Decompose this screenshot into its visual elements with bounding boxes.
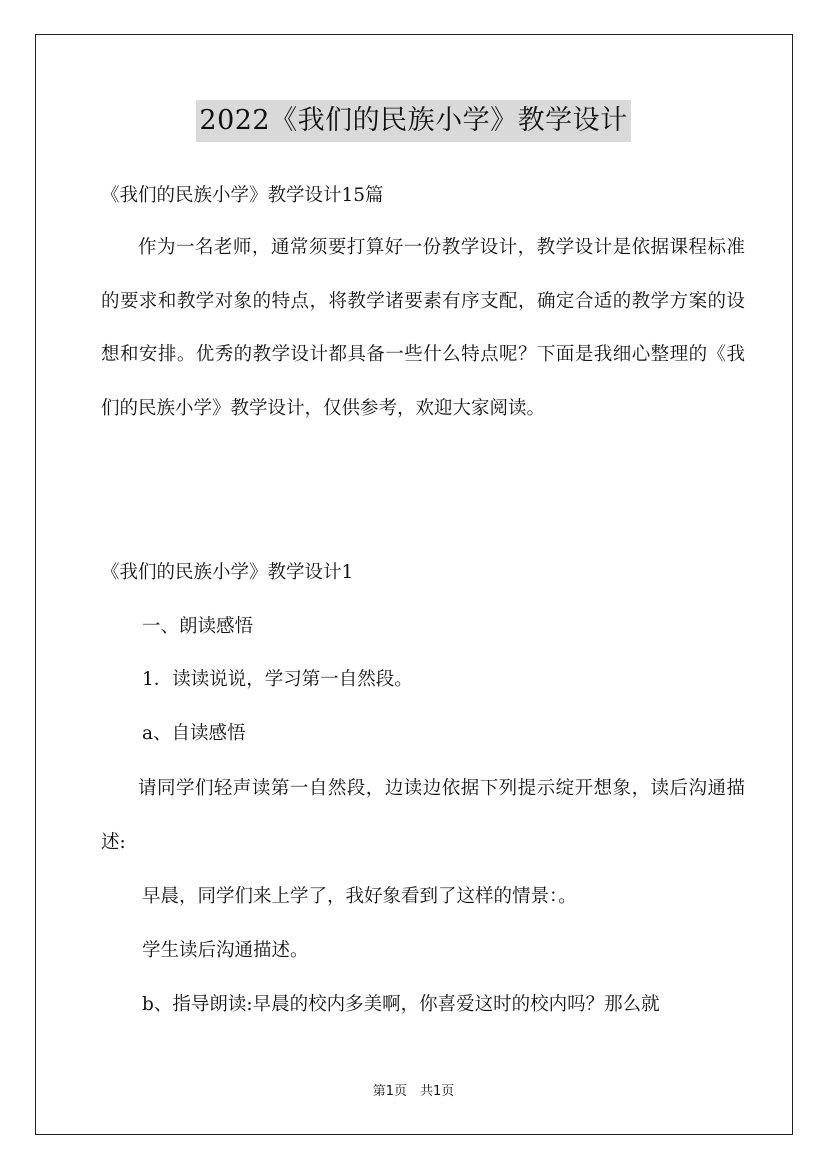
intro-paragraph: 作为一名老师，通常须要打算好一份教学设计，教学设计是依据课程标准的要求和教学对象的特点，将教学诸要素有序支配，确定合适的教学方案的设想和安排。优秀的教学设计都具备一些什么特点呢？下面是我细心整理的《我们的民族小学》教学设计，仅供参考，欢迎大家阅读。: [101, 237, 745, 419]
section-heading: 《我们的民族小学》教学设计1: [101, 562, 354, 583]
part-one-heading: 一、朗读感悟: [142, 616, 254, 637]
sub-b-line: b、指导朗读:早晨的校内多美啊，你喜爱这时的校内吗？那么就: [142, 994, 660, 1015]
instruction-paragraph: 请同学们轻声读第一自然段，边读边依据下列提示绽开想象，读后沟通描述:: [101, 778, 745, 853]
prompt-line: 早晨，同学们来上学了，我好象看到了这样的情景：。: [142, 886, 577, 907]
page-footer: 第1页 共1页: [372, 1084, 455, 1099]
document-title: 2022《我们的民族小学》教学设计: [196, 100, 630, 142]
sub-a-heading: a、自读感悟: [142, 723, 246, 744]
document-title-container: [0, 100, 827, 142]
step-one-heading: 1．读读说说，学习第一自然段。: [142, 669, 413, 690]
student-line: 学生读后沟通描述。: [142, 940, 309, 961]
collection-heading: 《我们的民族小学》教学设计15篇: [101, 185, 384, 206]
